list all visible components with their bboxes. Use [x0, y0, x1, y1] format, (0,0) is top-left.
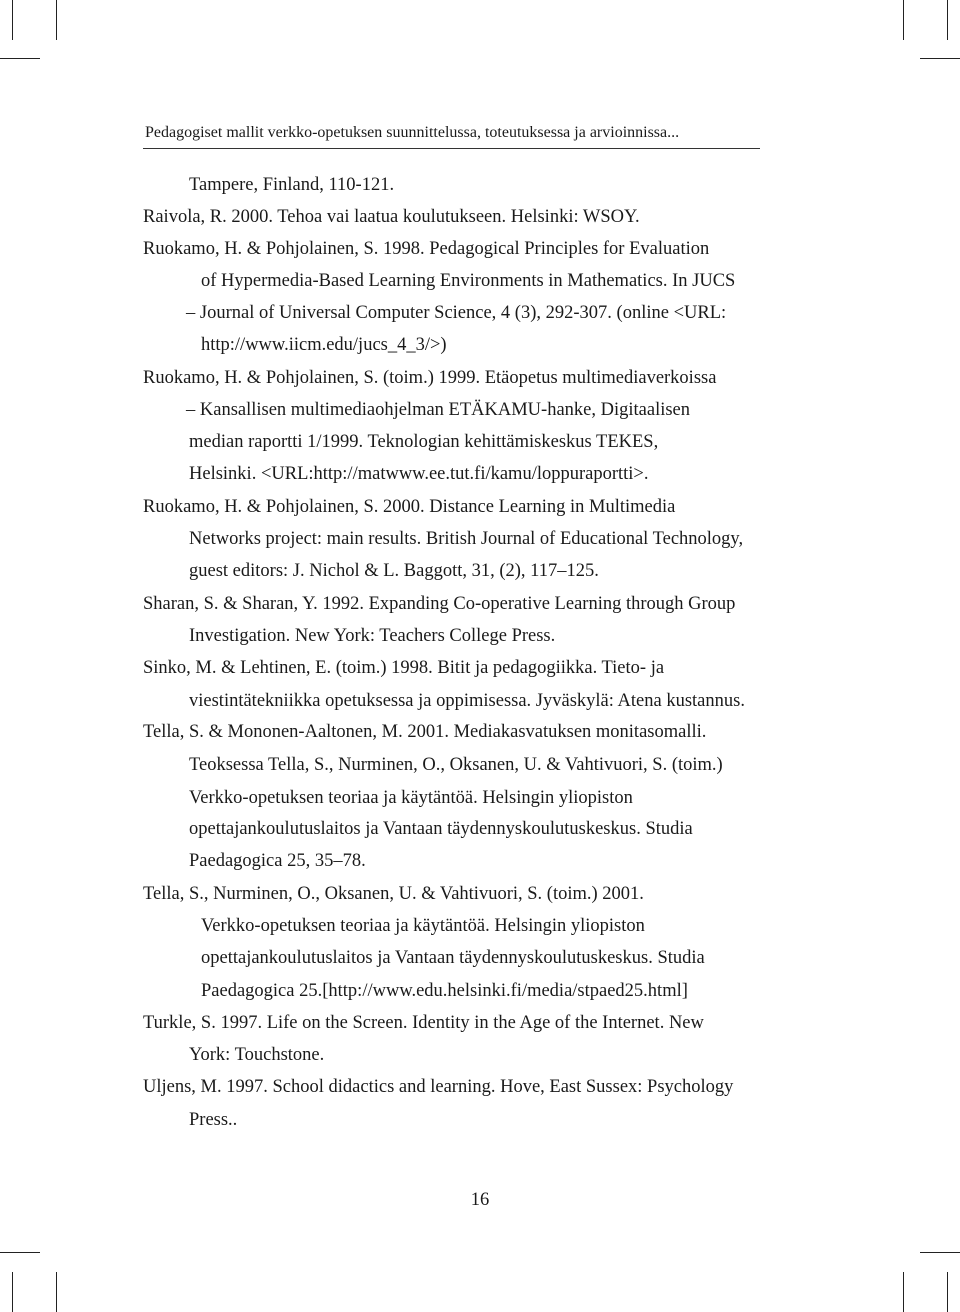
crop-mark — [947, 0, 948, 40]
reference-line: Verkko-opetuksen teoriaa ja käytäntöä. Helsingin yliopiston — [201, 916, 645, 936]
crop-mark — [903, 1272, 904, 1312]
reference-line: Networks project: main results. British Journal of Educational Technology, — [189, 529, 744, 549]
reference-line: – Journal of Universal Computer Science, 4 (3), 292-307. (online <URL: — [186, 303, 727, 323]
crop-mark — [12, 0, 13, 40]
reference-line: Uljens, M. 1997. School didactics and learning. Hove, East Sussex: Psychology — [143, 1077, 734, 1097]
crop-mark — [0, 1252, 40, 1253]
reference-line: Press.. — [189, 1110, 238, 1130]
reference-line: Helsinki. <URL:http://matwww.ee.tut.fi/kamu/loppuraportti>. — [189, 464, 649, 484]
reference-line: guest editors: J. Nichol & L. Baggott, 31, (2), 117–125. — [189, 561, 599, 581]
reference-line: Sinko, M. & Lehtinen, E. (toim.) 1998. Bitit ja pedagogiikka. Tieto- ja — [143, 658, 665, 678]
reference-line: Teoksessa Tella, S., Nurminen, O., Oksanen, U. & Vahtivuori, S. (toim.) — [189, 755, 723, 775]
reference-line: Paedagogica 25.[http://www.edu.helsinki.fi/media/stpaed25.html] — [201, 981, 688, 1001]
reference-line: median raportti 1/1999. Teknologian kehittämiskeskus TEKES, — [189, 432, 659, 452]
reference-line: Ruokamo, H. & Pohjolainen, S. 2000. Distance Learning in Multimedia — [143, 497, 676, 517]
reference-line: Ruokamo, H. & Pohjolainen, S. 1998. Pedagogical Principles for Evaluation — [143, 239, 710, 259]
reference-line: York: Touchstone. — [189, 1045, 325, 1065]
crop-mark — [0, 58, 40, 59]
reference-line: Turkle, S. 1997. Life on the Screen. Identity in the Age of the Internet. New — [143, 1013, 704, 1033]
reference-line: Raivola, R. 2000. Tehoa vai laatua koulutukseen. Helsinki: WSOY. — [143, 207, 640, 227]
reference-line: of Hypermedia-Based Learning Environments in Mathematics. In JUCS — [201, 271, 736, 291]
crop-mark — [56, 1272, 57, 1312]
reference-line: Verkko-opetuksen teoriaa ja käytäntöä. Helsingin yliopiston — [189, 788, 633, 808]
reference-line: opettajankoulutuslaitos ja Vantaan täydennyskoulutuskeskus. Studia — [189, 819, 693, 839]
reference-line: Investigation. New York: Teachers College Press. — [189, 626, 556, 646]
reference-line: Tella, S., Nurminen, O., Oksanen, U. & Vahtivuori, S. (toim.) 2001. — [143, 884, 644, 904]
reference-line: opettajankoulutuslaitos ja Vantaan täydennyskoulutuskeskus. Studia — [201, 948, 705, 968]
reference-line: Tella, S. & Mononen-Aaltonen, M. 2001. Mediakasvatuksen monitasomalli. — [143, 722, 707, 742]
crop-mark — [56, 0, 57, 40]
reference-line: Ruokamo, H. & Pohjolainen, S. (toim.) 1999. Etäopetus multimediaverkoissa — [143, 368, 717, 388]
crop-mark — [920, 1252, 960, 1253]
running-header: Pedagogiset mallit verkko-opetuksen suunnittelussa, toteutuksessa ja arvioinnissa... — [145, 124, 680, 141]
header-rule — [143, 148, 760, 149]
crop-mark — [947, 1272, 948, 1312]
page-number: 16 — [470, 1190, 490, 1210]
reference-line: Tampere, Finland, 110-121. — [189, 175, 395, 195]
crop-mark — [12, 1272, 13, 1312]
reference-line: viestintätekniikka opetuksessa ja oppimisessa. Jyväskylä: Atena kustannus. — [189, 691, 745, 711]
crop-mark — [920, 58, 960, 59]
crop-mark — [903, 0, 904, 40]
reference-line: http://www.iicm.edu/jucs_4_3/>) — [201, 335, 447, 355]
reference-line: Sharan, S. & Sharan, Y. 1992. Expanding Co-operative Learning through Group — [143, 594, 736, 614]
reference-line: Paedagogica 25, 35–78. — [189, 851, 366, 871]
reference-line: – Kansallisen multimediaohjelman ETÄKAMU-hanke, Digitaalisen — [186, 400, 691, 420]
